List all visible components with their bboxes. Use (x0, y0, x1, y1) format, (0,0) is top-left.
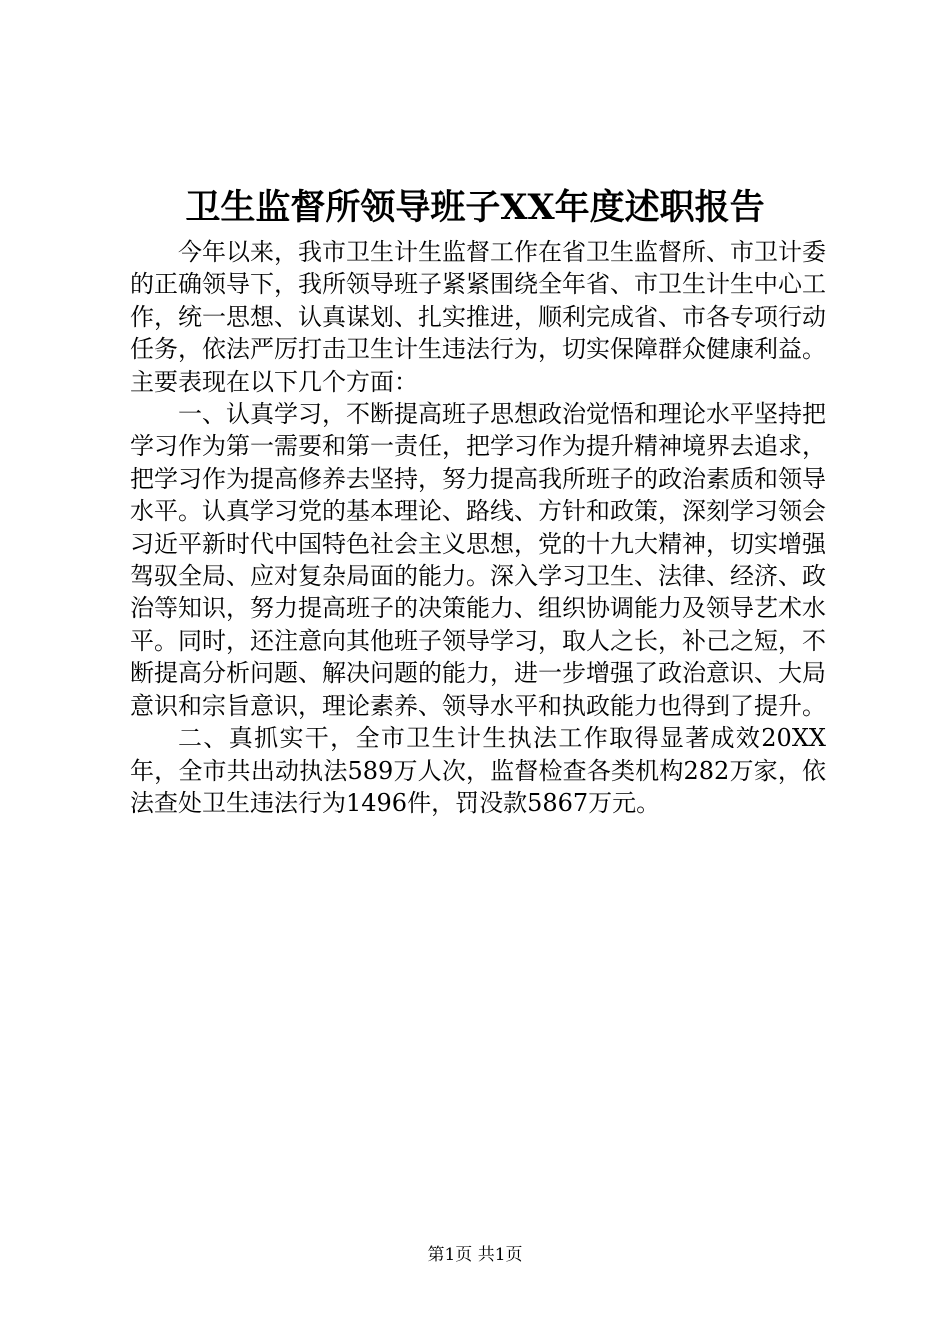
document-body (130, 236, 826, 819)
paragraph-section-2: 二、真抓实干，全市卫生计生执法工作取得显著成效20XX年，全市共出动执法589万人次，监督检查各类机构282万家，依法查处卫生违法行为1496件，罚没款5867万元。 (130, 724, 826, 817)
document-title: 卫生监督所领导班子XX年度述职报告 (185, 187, 765, 228)
page-footer: 第1页 共1页 (427, 1245, 523, 1265)
paragraph-intro: 今年以来，我市卫生计生监督工作在省卫生监督所、市卫计委的正确领导下，我所领导班子紧紧围绕全年省、市卫生计生中心工作，统一思想、认真谋划、扎实推进，顺利完成省、市各专项行动任务，依法严厉打击卫生计生违法行为，切实保障群众健康利益。主要表现在以下几个方面： (130, 238, 826, 396)
paragraph-section-1: 一、认真学习，不断提高班子思想政治觉悟和理论水平坚持把学习作为第一需要和第一责任，把学习作为提升精神境界去追求，把学习作为提高修养去坚持，努力提高我所班子的政治素质和领导水平。认真学习党的基本理论、路线、方针和政策，深刻学习领会习近平新时代中国特色社会主义思想，党的十九大精神，切实增强驾驭全局、应对复杂局面的能力。深入学习卫生、法律、经济、政治等知识，努力提高班子的决策能力、组织协调能力及领导艺术水平。同时，还注意向其他班子领导学习，取人之长，补己之短，不断提高分析问题、解决问题的能力，进一步增强了政治意识、大局意识和宗旨意识，理论素养、领导水平和执政能力也得到了提升。 (130, 400, 826, 720)
